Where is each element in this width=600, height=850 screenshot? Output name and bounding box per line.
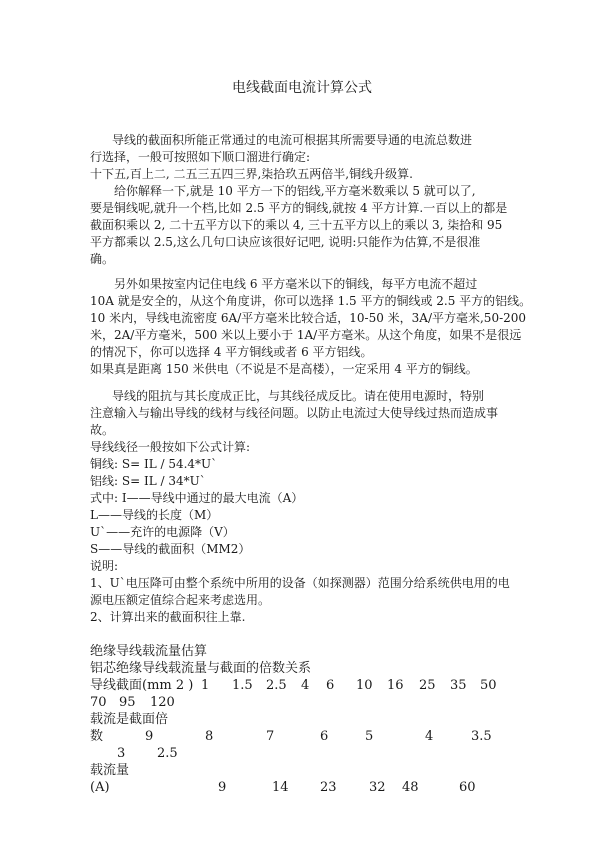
multiple-value: 3	[117, 746, 126, 761]
current-label: (A)	[90, 780, 110, 795]
p1-line-7: 平方都乘以 2.5,这么几句口诀应该很好记吧, 说明:只能作为估算,不是很准	[90, 235, 481, 249]
multiple-value: 2.5	[157, 746, 178, 761]
section-value: 95	[119, 695, 136, 710]
section-value: 4	[301, 678, 310, 693]
p1-line-3: 十下五,百上二, 二五三五四三界,柒拾玖五两倍半,铜线升级算.	[90, 167, 413, 181]
doc-title: 电线截面电流计算公式	[232, 80, 372, 96]
multiple-value: 3.5	[471, 729, 492, 744]
multiple-value: 6	[320, 729, 329, 744]
section-value: 1	[201, 678, 210, 693]
current-value: 9	[218, 780, 227, 795]
current-value: 60	[459, 780, 476, 795]
formula-def-s: S——导线的截面积（MM2）	[90, 542, 251, 556]
multiple-value: 9	[145, 729, 154, 744]
formula-intro: 导线线径一般按如下公式计算:	[90, 440, 251, 454]
note-2: 2、计算出来的截面积往上靠.	[90, 610, 246, 624]
formula-aluminum: 铝线: S= IL / 34*U`	[90, 474, 206, 488]
p3-line-1: 导线的阻抗与其长度成正比，与其线径成反比。请在使用电源时，特别	[112, 389, 485, 403]
section-value: 2.5	[266, 678, 287, 693]
current-value: 14	[272, 780, 289, 795]
note-1-line-1: 1、U`电压降可由整个系统中所用的设备（如探测器）范围分给系统供电用的电	[90, 576, 510, 590]
p2-line-6: 如果真是距离 150 米供电（不说是不是高楼），一定采用 4 平方的铜线。	[90, 362, 478, 376]
current-value: 23	[320, 780, 337, 795]
p1-line-5: 要是铜线呢,就升一个档,比如 2.5 平方的铜线,就按 4 平方计算.一百以上的都是	[90, 201, 508, 215]
p1-line-4: 给你解释一下,就是 10 平方一下的铝线,平方毫米数乘以 5 就可以了,	[114, 184, 476, 198]
p3-line-2: 注意输入与输出导线的线材与线径问题。以防止电流过大使导线过热而造成事	[90, 406, 499, 420]
section-value: 1.5	[232, 678, 253, 693]
section-value: 6	[326, 678, 335, 693]
current-value: 32	[369, 780, 386, 795]
section-value: 16	[387, 678, 404, 693]
table-heading-2: 铝芯绝缘导线载流量与截面的倍数关系	[90, 661, 312, 676]
p2-line-3: 10 米内，导线电流密度 6A/平方毫米比较合适，10-50 米，3A/平方毫米,50-200	[90, 311, 527, 325]
p1-line-6: 截面积乘以 2, 二十五平方以下的乘以 4, 三十五平方以上的乘以 3, 柒拾和 95	[90, 218, 503, 232]
p2-line-5: 的情况下，你可以选择 4 平方铜线或者 6 平方铝线。	[90, 345, 373, 359]
section-value: 50	[480, 678, 497, 693]
formula-def-u: U`——充许的电源降（V）	[90, 525, 235, 539]
p2-line-1: 另外如果按室内记住电线 6 平方毫米以下的铜线，每平方电流不超过	[114, 277, 478, 291]
current-value: 48	[402, 780, 419, 795]
formula-def-i: 式中: I——导线中通过的最大电流（A）	[90, 491, 304, 505]
p2-line-4: 米，2A/平方毫米，500 米以上要小于 1A/平方毫米。从这个角度，如果不是很远	[90, 328, 522, 342]
multiple-label: 数	[90, 729, 104, 744]
note-1-line-2: 源电压额定值综合起来考虑选用。	[90, 593, 271, 607]
notes-heading: 说明:	[90, 559, 119, 573]
multiple-value: 7	[266, 729, 275, 744]
section-value: 120	[150, 695, 175, 710]
p1-line-8: 确。	[90, 252, 115, 266]
section-value: 10	[356, 678, 373, 693]
table-heading-1: 绝缘导线载流量估算	[90, 644, 208, 659]
multiple-value: 5	[365, 729, 374, 744]
section-value: 35	[450, 678, 467, 693]
p3-line-3: 故。	[90, 423, 115, 437]
current-title: 载流量	[90, 763, 130, 778]
multiple-value: 4	[425, 729, 434, 744]
p2-line-2: 10A 就是安全的，从这个角度讲，你可以选择 1.5 平方的铜线或 2.5 平方的铝线。	[90, 294, 532, 308]
p1-line-1: 导线的截面积所能正常通过的电流可根据其所需要导通的电流总数进	[112, 133, 473, 147]
multiple-value: 8	[205, 729, 214, 744]
multiple-title: 载流是截面倍	[90, 712, 169, 727]
formula-def-l: L——导线的长度（M）	[90, 508, 219, 522]
formula-copper: 铜线: S= IL / 54.4*U`	[90, 457, 218, 471]
section-value: 25	[419, 678, 436, 693]
section-label: 导线截面(mm 2 )	[90, 678, 194, 693]
section-value: 70	[90, 695, 107, 710]
p1-line-2: 行选择，一般可按照如下顺口溜进行确定:	[90, 150, 311, 164]
